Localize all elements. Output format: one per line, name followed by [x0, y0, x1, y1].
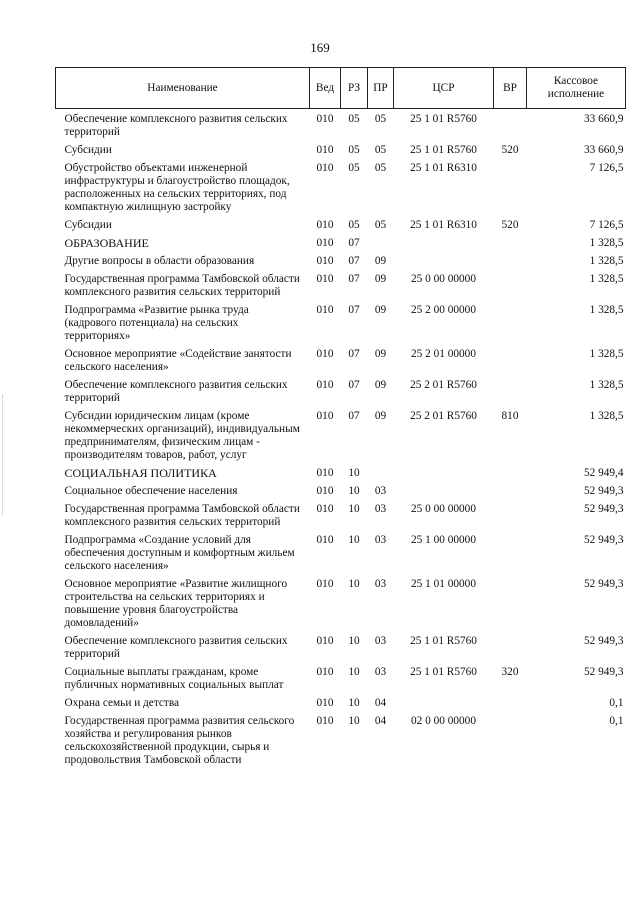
row-vr: [494, 252, 527, 270]
row-csr: 25 2 00 00000: [411, 304, 476, 316]
row-pr: [368, 464, 394, 482]
row-csr: 25 1 01 00000: [411, 578, 476, 590]
row-name: ОБРАЗОВАНИЕ: [64, 236, 149, 250]
row-rz: 10: [348, 578, 360, 590]
row-rz: 05: [348, 144, 360, 156]
row-name: Подпрограмма «Создание условий для обеспечения доступным и комфортным жильем сельского населения»: [64, 534, 295, 572]
table-row: [56, 663, 626, 694]
row-rz: 05: [348, 219, 360, 231]
row-csr: 25 1 01 R6310: [410, 219, 477, 231]
table-row: [56, 482, 626, 500]
table-row: [56, 345, 626, 376]
row-pr: 09: [374, 273, 387, 285]
row-amount: 1 328,5: [589, 348, 624, 360]
row-amount: 7 126,5: [589, 219, 624, 231]
row-vr: [494, 712, 527, 769]
row-rz: 07: [348, 304, 360, 316]
row-amount: 52 949,4: [583, 467, 624, 479]
row-pr: 03: [374, 635, 387, 647]
table-row: [56, 109, 626, 142]
row-name: Обустройство объектами инженерной инфраструктуры и благоустройство площадок, расположенных на сельских территориях, под компактную жилищную застройку: [64, 162, 290, 213]
row-ved: 010: [316, 144, 334, 156]
row-vr: [494, 464, 527, 482]
row-rz: 10: [348, 485, 360, 497]
row-amount: 1 328,5: [589, 237, 624, 249]
row-csr: [394, 464, 494, 482]
row-ved: 010: [316, 715, 334, 727]
row-pr: 03: [374, 485, 387, 497]
header-csr: ЦСР: [394, 68, 494, 109]
row-ved: 010: [316, 467, 334, 479]
row-name: Социальное обеспечение населения: [64, 485, 238, 497]
table-row: [56, 694, 626, 712]
row-csr: 25 2 01 R5760: [410, 379, 477, 391]
row-amount: 7 126,5: [589, 162, 624, 174]
row-name: Обеспечение комплексного развития сельских территорий: [64, 113, 288, 138]
row-name: Другие вопросы в области образования: [64, 255, 255, 267]
row-pr: 09: [374, 379, 387, 391]
row-vr: [494, 482, 527, 500]
row-vr: [494, 109, 527, 142]
row-pr: 04: [374, 697, 387, 709]
row-rz: 10: [348, 666, 360, 678]
row-pr: 03: [374, 534, 387, 546]
row-rz: 07: [348, 255, 360, 267]
table-row: [56, 407, 626, 464]
row-name: Субсидии юридическим лицам (кроме некоммерческих организаций), индивидуальным предпринимателям, физическим лицам - производителям товаров, работ, услуг: [64, 410, 300, 461]
table-row: [56, 234, 626, 252]
row-csr: 25 1 01 R5760: [410, 113, 477, 125]
row-ved: 010: [316, 635, 334, 647]
row-vr: [494, 500, 527, 531]
row-ved: 010: [316, 666, 334, 678]
table-row: [56, 712, 626, 769]
row-ved: 010: [316, 255, 334, 267]
row-ved: 010: [316, 219, 334, 231]
page-number: 169: [310, 40, 330, 55]
row-amount: 52 949,3: [583, 666, 624, 678]
row-csr: [394, 482, 494, 500]
row-csr: 25 1 01 R6310: [410, 162, 477, 174]
row-ved: 010: [316, 304, 334, 316]
row-rz: 10: [348, 635, 360, 647]
table-row: [56, 301, 626, 345]
row-pr: 03: [374, 503, 387, 515]
table-row: [56, 531, 626, 575]
table-row: [56, 252, 626, 270]
row-ved: 010: [316, 379, 334, 391]
row-vr: [494, 301, 527, 345]
header-pr: ПР: [368, 68, 394, 109]
row-csr: 25 1 01 R5760: [410, 144, 477, 156]
row-ved: 010: [316, 162, 334, 174]
row-vr: [494, 632, 527, 663]
header-rz: РЗ: [341, 68, 368, 109]
table-row: [56, 632, 626, 663]
row-amount: 0,1: [609, 697, 624, 709]
row-csr: 25 2 01 00000: [411, 348, 476, 360]
row-rz: 07: [348, 348, 360, 360]
table-row: [56, 500, 626, 531]
row-rz: 10: [348, 697, 360, 709]
row-vr: [494, 694, 527, 712]
table-row: [56, 141, 626, 159]
row-ved: 010: [316, 534, 334, 546]
row-pr: 09: [374, 304, 387, 316]
row-amount: 1 328,5: [589, 304, 624, 316]
row-name: Обеспечение комплексного развития сельских территорий: [64, 379, 288, 404]
row-ved: 010: [316, 578, 334, 590]
row-name: Обеспечение комплексного развития сельских территорий: [64, 635, 288, 660]
row-csr: 25 1 01 R5760: [410, 635, 477, 647]
row-name: Государственная программа Тамбовской области комплексного развития сельских территорий: [64, 503, 300, 528]
row-rz: 05: [348, 113, 360, 125]
row-csr: 02 0 00 00000: [411, 715, 476, 727]
row-vr: [494, 531, 527, 575]
table-row: [56, 159, 626, 216]
row-ved: 010: [316, 348, 334, 360]
table-row: [56, 376, 626, 407]
row-amount: 33 660,9: [583, 113, 624, 125]
row-amount: 1 328,5: [589, 410, 624, 422]
row-vr: [494, 270, 527, 301]
row-rz: 10: [348, 467, 360, 479]
row-name: Основное мероприятие «Содействие занятости сельского населения»: [64, 348, 292, 373]
row-amount: 52 949,3: [583, 635, 624, 647]
row-vr: [494, 575, 527, 632]
row-pr: 05: [374, 144, 387, 156]
row-pr: 09: [374, 348, 387, 360]
row-name: Государственная программа Тамбовской области комплексного развития сельских территорий: [64, 273, 300, 298]
header-ved: Вед: [310, 68, 341, 109]
row-amount: 1 328,5: [589, 273, 624, 285]
table-row: [56, 575, 626, 632]
row-vr: 520: [501, 144, 519, 156]
row-pr: 05: [374, 162, 387, 174]
row-amount: 52 949,3: [583, 503, 624, 515]
row-name: Основное мероприятие «Развитие жилищного строительства на сельских территориях и повышение уровня благоустройства домовладений»: [64, 578, 288, 629]
row-pr: [368, 234, 394, 252]
row-amount: 52 949,3: [583, 578, 624, 590]
header-amount: Кассовое исполнение: [527, 68, 626, 109]
row-amount: 33 660,9: [583, 144, 624, 156]
row-pr: 05: [374, 219, 387, 231]
row-vr: 520: [501, 219, 519, 231]
row-rz: 07: [348, 237, 360, 249]
row-vr: [494, 234, 527, 252]
row-ved: 010: [316, 113, 334, 125]
row-csr: 25 0 00 00000: [411, 273, 476, 285]
row-pr: 09: [374, 255, 387, 267]
row-ved: 010: [316, 697, 334, 709]
row-ved: 010: [316, 503, 334, 515]
row-name: Охрана семьи и детства: [64, 697, 180, 709]
row-ved: 010: [316, 273, 334, 285]
row-ved: 010: [316, 485, 334, 497]
row-vr: [494, 159, 527, 216]
row-ved: 010: [316, 237, 334, 249]
row-pr: 03: [374, 666, 387, 678]
margin-mark: [2, 395, 6, 515]
row-pr: 03: [374, 578, 387, 590]
row-rz: 07: [348, 273, 360, 285]
row-csr: 25 0 00 00000: [411, 503, 476, 515]
row-csr: 25 1 01 R5760: [410, 666, 477, 678]
row-vr: [494, 345, 527, 376]
table-row: [56, 216, 626, 234]
row-csr: [394, 694, 494, 712]
row-pr: 05: [374, 113, 387, 125]
row-rz: 10: [348, 503, 360, 515]
row-csr: 25 1 00 00000: [411, 534, 476, 546]
row-name: Государственная программа развития сельского хозяйства и регулирования рынков сельскохозяйственной продукции, сырья и продовольствия Тамбовской области: [64, 715, 295, 766]
table-row: [56, 464, 626, 482]
row-csr: [394, 252, 494, 270]
row-amount: 52 949,3: [583, 534, 624, 546]
header-vr: ВР: [494, 68, 527, 109]
row-name: Субсидии: [64, 144, 112, 156]
row-name: СОЦИАЛЬНАЯ ПОЛИТИКА: [64, 466, 217, 480]
row-vr: [494, 376, 527, 407]
row-pr: 04: [374, 715, 387, 727]
row-rz: 07: [348, 379, 360, 391]
row-name: Субсидии: [64, 219, 112, 231]
row-name: Социальные выплаты гражданам, кроме публичных нормативных социальных выплат: [64, 666, 284, 691]
row-csr: 25 2 01 R5760: [410, 410, 477, 422]
row-vr: 810: [501, 410, 519, 422]
table-body: [56, 109, 626, 770]
row-pr: 09: [374, 410, 387, 422]
row-rz: 05: [348, 162, 360, 174]
row-amount: 52 949,3: [583, 485, 624, 497]
budget-table: [55, 67, 626, 769]
row-amount: 1 328,5: [589, 255, 624, 267]
table-row: [56, 270, 626, 301]
row-amount: 1 328,5: [589, 379, 624, 391]
row-rz: 10: [348, 715, 360, 727]
row-csr: [394, 234, 494, 252]
table-header-row: [56, 68, 626, 109]
row-rz: 10: [348, 534, 360, 546]
row-vr: 320: [501, 666, 519, 678]
row-rz: 07: [348, 410, 360, 422]
row-amount: 0,1: [609, 715, 624, 727]
row-ved: 010: [316, 410, 334, 422]
row-name: Подпрограмма «Развитие рынка труда (кадрового потенциала) на сельских территориях»: [64, 304, 249, 342]
header-name: Наименование: [56, 68, 310, 109]
